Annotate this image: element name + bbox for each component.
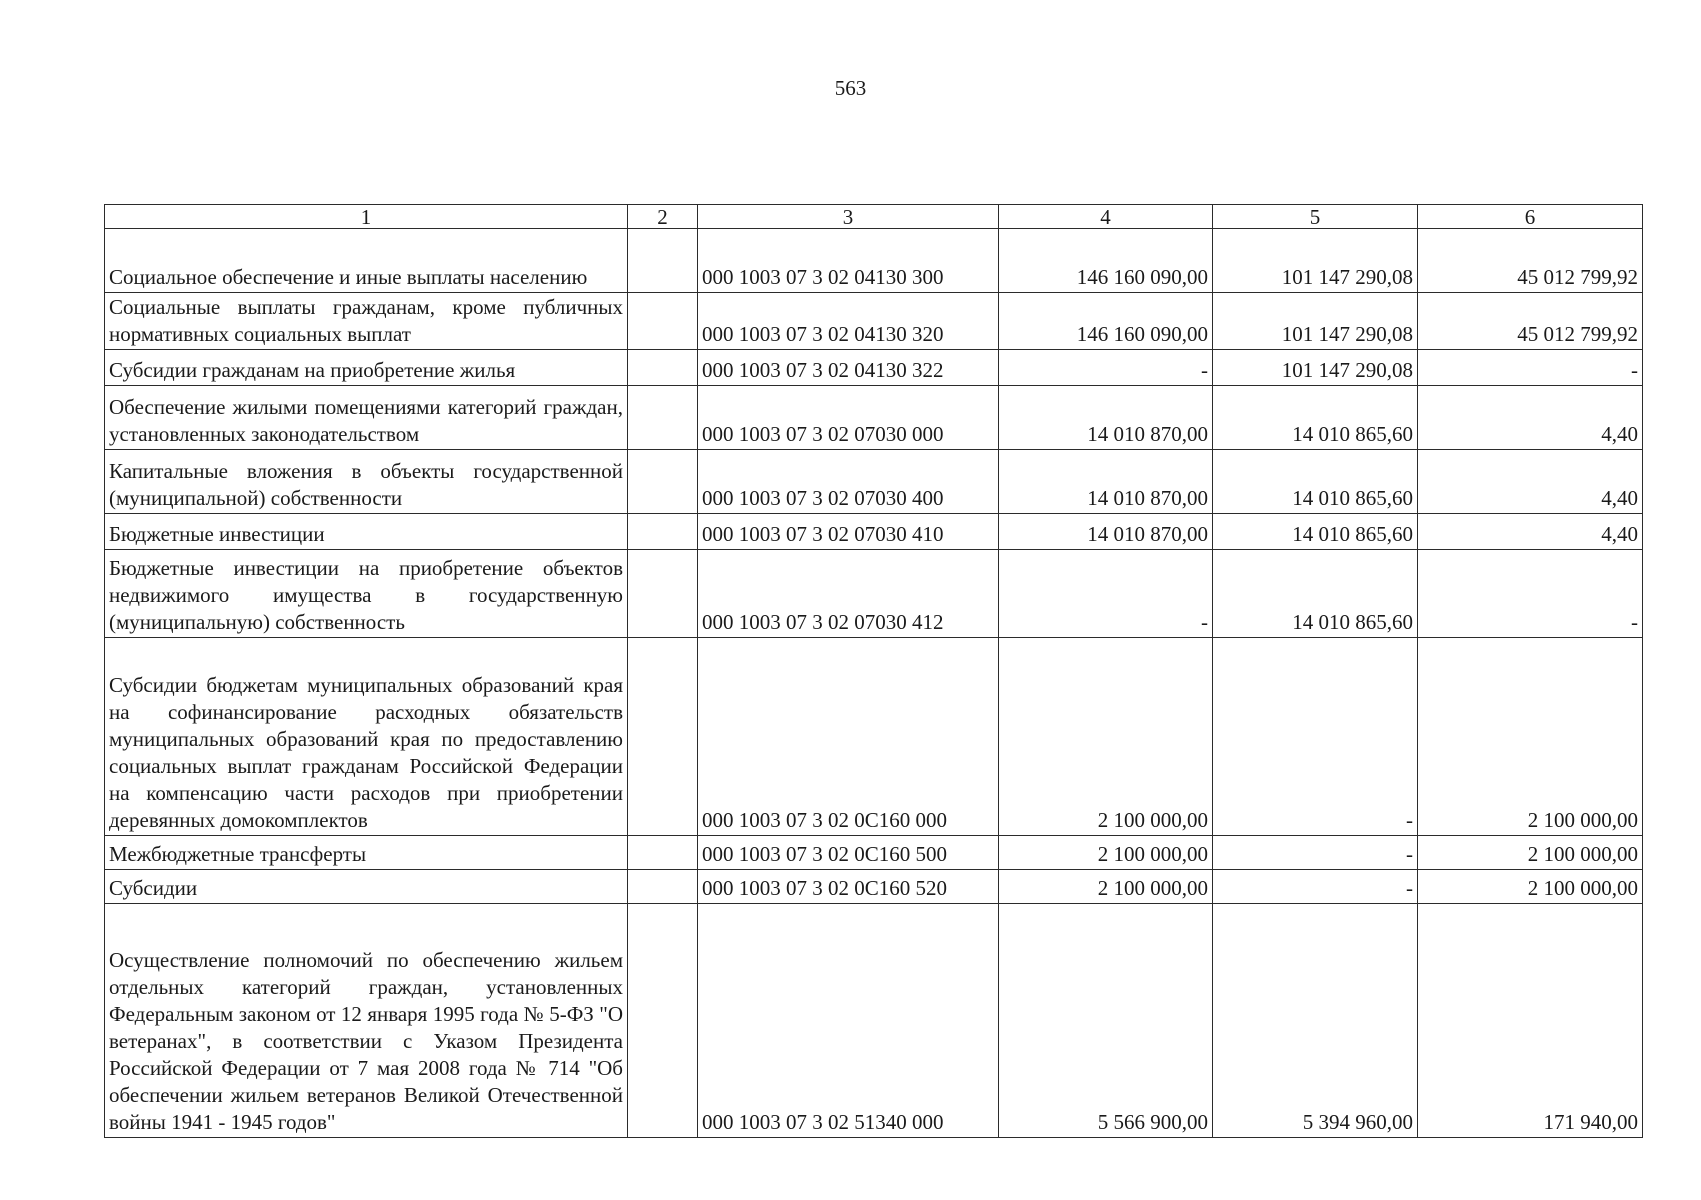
table-row <box>105 836 1643 870</box>
row-col4: 2 100 000,00 <box>999 638 1213 836</box>
row-code: 000 1003 07 3 02 07030 000 <box>698 386 999 450</box>
row-col6: 4,40 <box>1418 386 1643 450</box>
table-row <box>105 450 1643 514</box>
row-col5: 14 010 865,60 <box>1213 550 1418 638</box>
table-row <box>105 514 1643 550</box>
column-header: 1 <box>105 205 628 229</box>
row-code: 000 1003 07 3 02 07030 412 <box>698 550 999 638</box>
table-row <box>105 638 1643 836</box>
row-col2 <box>628 386 698 450</box>
row-name: Капитальные вложения в объекты государственной (муниципальной) собственности <box>105 450 628 514</box>
row-name: Социальное обеспечение и иные выплаты населению <box>105 229 628 293</box>
row-col4: 14 010 870,00 <box>999 514 1213 550</box>
table-header-row <box>105 205 1643 229</box>
page-number: 563 <box>834 76 867 100</box>
row-code: 000 1003 07 3 02 0С160 500 <box>698 836 999 870</box>
table-row <box>105 870 1643 904</box>
row-col2 <box>628 514 698 550</box>
row-col5: 5 394 960,00 <box>1213 904 1418 1138</box>
row-col5: 101 147 290,08 <box>1213 293 1418 350</box>
row-code: 000 1003 07 3 02 0С160 000 <box>698 638 999 836</box>
column-header: 2 <box>628 205 698 229</box>
row-col5: - <box>1213 836 1418 870</box>
row-col4: 14 010 870,00 <box>999 386 1213 450</box>
row-col5: - <box>1213 638 1418 836</box>
row-name: Социальные выплаты гражданам, кроме публичных нормативных социальных выплат <box>105 293 628 350</box>
table-row <box>105 293 1643 350</box>
table-row <box>105 386 1643 450</box>
row-code: 000 1003 07 3 02 04130 300 <box>698 229 999 293</box>
row-col4: 2 100 000,00 <box>999 836 1213 870</box>
row-col2 <box>628 870 698 904</box>
row-code: 000 1003 07 3 02 04130 322 <box>698 350 999 386</box>
row-col6: 4,40 <box>1418 514 1643 550</box>
row-col6: 2 100 000,00 <box>1418 870 1643 904</box>
row-code: 000 1003 07 3 02 04130 320 <box>698 293 999 350</box>
row-name: Субсидии гражданам на приобретение жилья <box>105 350 628 386</box>
row-col6: - <box>1418 350 1643 386</box>
row-col6: - <box>1418 550 1643 638</box>
row-col6: 2 100 000,00 <box>1418 638 1643 836</box>
row-col2 <box>628 550 698 638</box>
row-col4: - <box>999 350 1213 386</box>
table-row <box>105 904 1643 1138</box>
row-col2 <box>628 638 698 836</box>
table-row <box>105 229 1643 293</box>
row-name: Обеспечение жилыми помещениями категорий граждан, установленных законодательством <box>105 386 628 450</box>
column-header: 6 <box>1418 205 1643 229</box>
row-col6: 45 012 799,92 <box>1418 293 1643 350</box>
row-col4: 14 010 870,00 <box>999 450 1213 514</box>
row-col2 <box>628 350 698 386</box>
row-code: 000 1003 07 3 02 07030 410 <box>698 514 999 550</box>
table-row <box>105 350 1643 386</box>
row-col6: 171 940,00 <box>1418 904 1643 1138</box>
column-header: 3 <box>698 205 999 229</box>
row-col2 <box>628 229 698 293</box>
row-col2 <box>628 836 698 870</box>
column-header: 4 <box>999 205 1213 229</box>
row-col4: - <box>999 550 1213 638</box>
row-code: 000 1003 07 3 02 0С160 520 <box>698 870 999 904</box>
row-col6: 2 100 000,00 <box>1418 836 1643 870</box>
row-col2 <box>628 904 698 1138</box>
row-col5: 14 010 865,60 <box>1213 450 1418 514</box>
row-code: 000 1003 07 3 02 07030 400 <box>698 450 999 514</box>
row-name: Субсидии бюджетам муниципальных образований края на софинансирование расходных обязательств муниципальных образований края по предоставлению социальных выплат гражданам Российской Федерации на компенсацию части расходов при приобретении деревянных домокомплектов <box>105 638 628 836</box>
row-col5: - <box>1213 870 1418 904</box>
row-col5: 101 147 290,08 <box>1213 229 1418 293</box>
row-col5: 14 010 865,60 <box>1213 514 1418 550</box>
row-name: Бюджетные инвестиции на приобретение объектов недвижимого имущества в государственную (муниципальную) собственность <box>105 550 628 638</box>
row-col4: 146 160 090,00 <box>999 229 1213 293</box>
row-code: 000 1003 07 3 02 51340 000 <box>698 904 999 1138</box>
row-col2 <box>628 293 698 350</box>
row-col4: 146 160 090,00 <box>999 293 1213 350</box>
table-row <box>105 550 1643 638</box>
row-name: Бюджетные инвестиции <box>105 514 628 550</box>
row-col6: 45 012 799,92 <box>1418 229 1643 293</box>
row-name: Субсидии <box>105 870 628 904</box>
row-name: Межбюджетные трансферты <box>105 836 628 870</box>
row-col4: 5 566 900,00 <box>999 904 1213 1138</box>
row-col5: 101 147 290,08 <box>1213 350 1418 386</box>
row-col2 <box>628 450 698 514</box>
row-col4: 2 100 000,00 <box>999 870 1213 904</box>
budget-table <box>104 204 1643 1138</box>
row-name: Осуществление полномочий по обеспечению жильем отдельных категорий граждан, установленных Федеральным законом от 12 января 1995 года № 5-ФЗ "О ветеранах", в соответствии с Указом Президента Российской Федерации от 7 мая 2008 года № 714 "Об обеспечении жильем ветеранов Великой Отечественной войны 1941 - 1945 годов" <box>105 904 628 1138</box>
row-col6: 4,40 <box>1418 450 1643 514</box>
row-col5: 14 010 865,60 <box>1213 386 1418 450</box>
column-header: 5 <box>1213 205 1418 229</box>
